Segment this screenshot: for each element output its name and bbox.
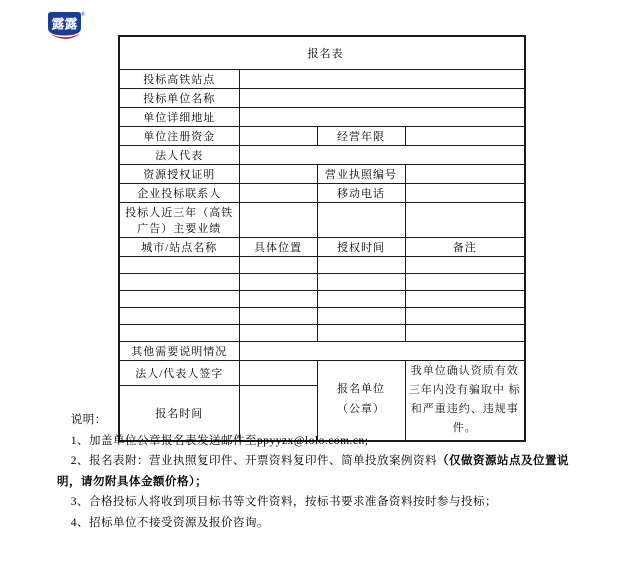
- blank-cell-performance-2: [317, 202, 405, 237]
- label-years: 经营年限: [317, 126, 405, 145]
- blank-cell-performance-1: [239, 202, 317, 237]
- label-mobile: 移动电话: [317, 183, 405, 202]
- registered-trademark-mark: ®: [80, 12, 86, 18]
- blank-cell: [317, 324, 405, 341]
- note-item-2-bold: （仅做资源站点及位置说明，请勿附具体金额价格）: [57, 455, 570, 488]
- grid-blank-row: [119, 290, 525, 307]
- blank-cell: [119, 290, 239, 307]
- registration-form-table: [118, 35, 526, 442]
- blank-cell-mobile: [405, 183, 525, 202]
- blank-cell: [405, 256, 525, 273]
- blank-cell: [317, 307, 405, 324]
- blank-cell: [239, 324, 317, 341]
- label-station: 投标高铁站点: [119, 69, 239, 88]
- blank-cell: [239, 307, 317, 324]
- blank-cell: [317, 273, 405, 290]
- blank-cell: [119, 273, 239, 290]
- note-item-3: 3、合格投标人将收到项目标书等文件资料，按标书要求准备资料按时参与投标；: [70, 496, 498, 508]
- registration-unit-line2: （公章）: [337, 403, 385, 415]
- grid-blank-row: [119, 256, 525, 273]
- note-item-2: [57, 451, 585, 492]
- label-other-notes: 其他需要说明情况: [119, 341, 239, 360]
- blank-cell-contact: [239, 183, 317, 202]
- lulu-brand-logo: [46, 10, 86, 47]
- blank-cell: [405, 307, 525, 324]
- blank-cell-signature: [239, 360, 317, 385]
- grid-header-auth-time: 授权时间: [317, 237, 405, 256]
- blank-cell-performance-3: [405, 202, 525, 237]
- registration-unit-line1: 报名单位: [337, 383, 385, 396]
- grid-header-remark: 备注: [405, 237, 525, 256]
- blank-cell: [317, 290, 405, 307]
- label-performance: 投标人近三年（高铁广告）主要业绩: [119, 202, 239, 237]
- blank-cell: [119, 256, 239, 273]
- note-item-1: 1、加盖单位公章报名表发送邮件至ppyyzx@lolo.com.cn;: [70, 434, 369, 447]
- lulu-logo-graphic: [46, 10, 86, 47]
- blank-cell: [119, 324, 239, 341]
- grid-blank-row: [119, 307, 525, 324]
- label-license-no: 营业执照编号: [317, 164, 405, 183]
- label-company-name: 投标单位名称: [119, 88, 239, 107]
- note-item-2-normal: 2、报名表附：营业执照复印件、开票资料复印件、简单投放案例资料: [70, 455, 438, 467]
- blank-cell: [405, 273, 525, 290]
- blank-cell-resource-auth: [239, 164, 317, 183]
- blank-cell: [317, 256, 405, 273]
- label-resource-auth: 资源授权证明: [119, 164, 239, 183]
- label-contact: 企业投标联系人: [119, 183, 239, 202]
- grid-blank-row: [119, 324, 525, 341]
- label-registration-time: 报名时间: [119, 385, 239, 440]
- blank-cell-legal-rep: [239, 145, 525, 164]
- blank-cell-capital: [239, 126, 317, 145]
- notes-section: [57, 410, 585, 533]
- blank-cell: [405, 290, 525, 307]
- blank-cell-station: [239, 69, 525, 88]
- qualification-declaration-text: 我单位确认资质有效 三年内没有骗取中 标和严重违约、违规事件。: [405, 360, 525, 441]
- note-item-2-tail: ；: [195, 475, 208, 488]
- logo-brand-text: 露露: [51, 16, 78, 32]
- label-legal-rep: 法人代表: [119, 145, 239, 164]
- blank-cell-other-notes: [239, 341, 525, 360]
- blank-cell-address: [239, 107, 525, 126]
- grid-header-city: 城市/站点名称: [119, 237, 239, 256]
- blank-cell: [239, 273, 317, 290]
- grid-blank-row: [119, 273, 525, 290]
- blank-cell: [239, 256, 317, 273]
- blank-cell: [239, 290, 317, 307]
- label-signature: 法人/代表人签字: [119, 360, 239, 385]
- label-capital: 单位注册资金: [119, 126, 239, 145]
- note-item-4: 4、招标单位不接受资源及报价咨询。: [70, 516, 270, 529]
- blank-cell: [405, 324, 525, 341]
- notes-heading: 说明：: [70, 414, 107, 426]
- blank-cell: [119, 307, 239, 324]
- label-address: 单位详细地址: [119, 107, 239, 126]
- form-title: 报名表: [119, 36, 525, 69]
- grid-header-location: 具体位置: [239, 237, 317, 256]
- blank-cell-years: [405, 126, 525, 145]
- blank-cell-company-name: [239, 88, 525, 107]
- blank-cell-license-no: [405, 164, 525, 183]
